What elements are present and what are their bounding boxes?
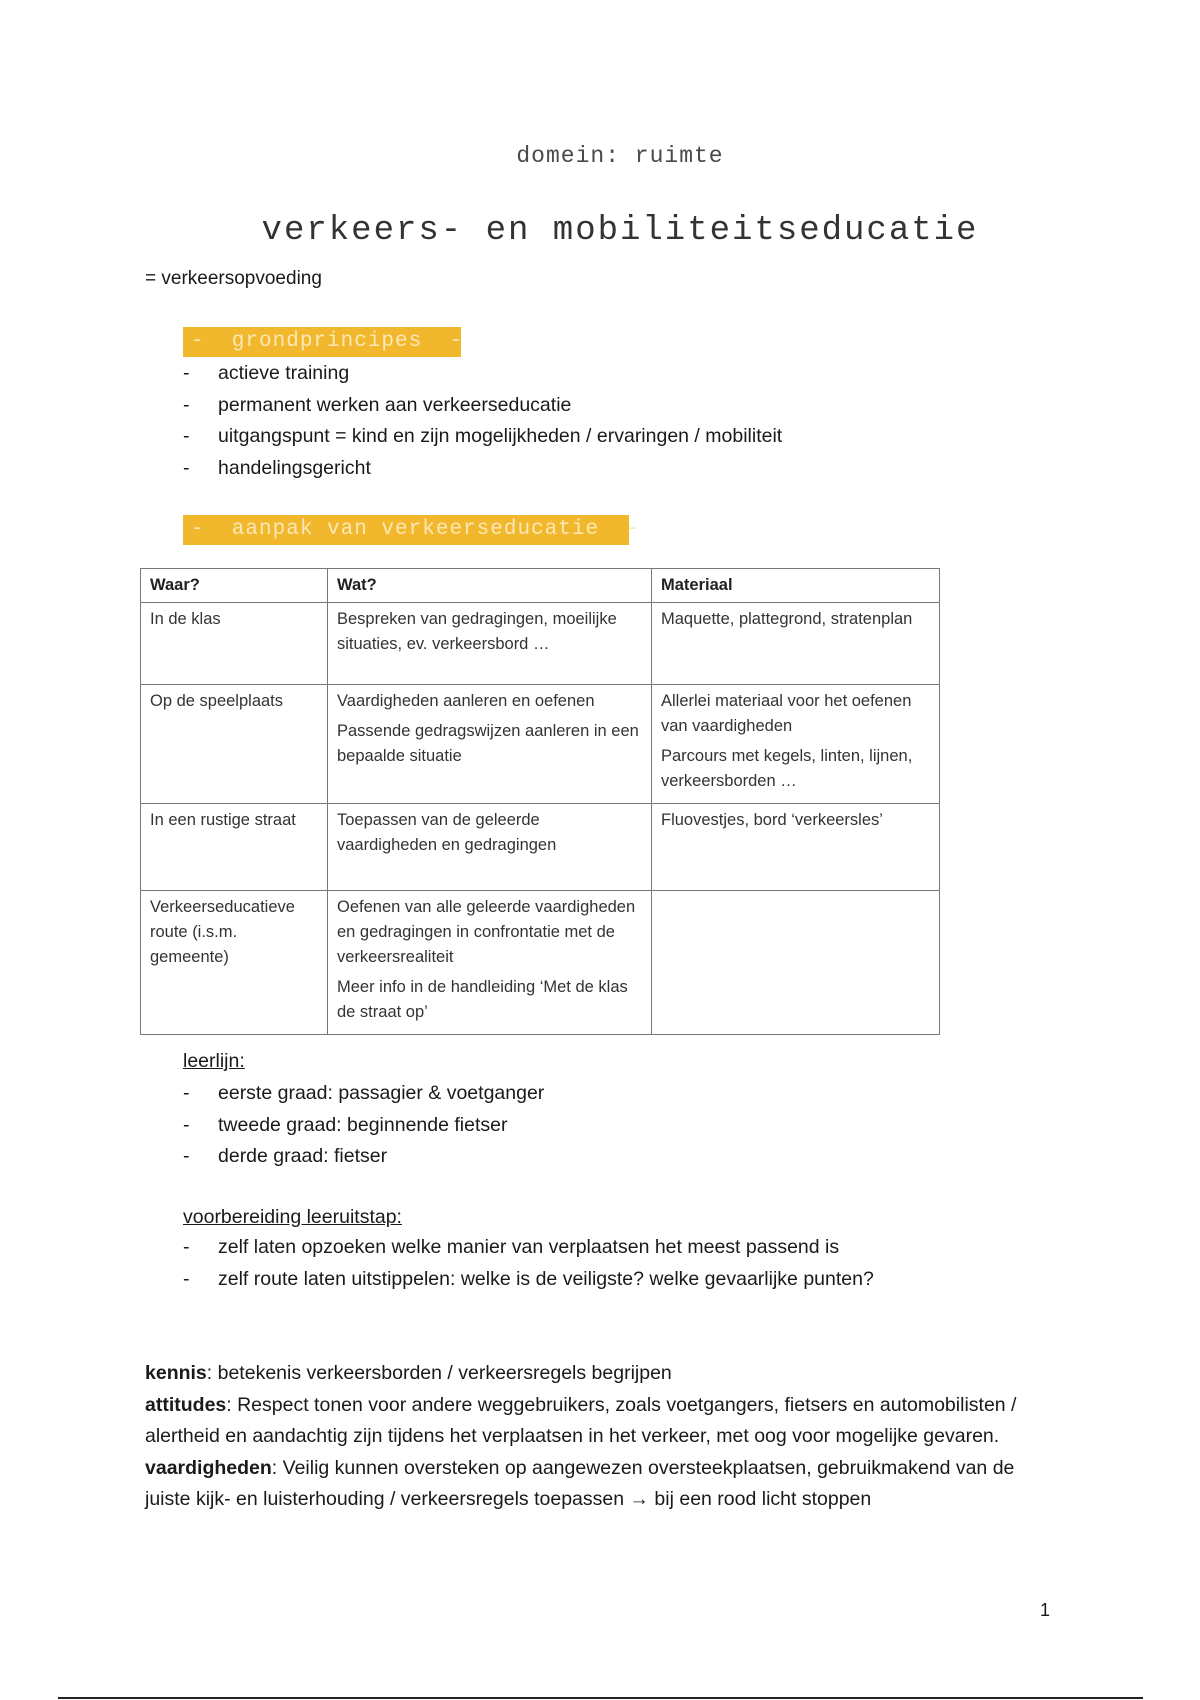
table-cell: Toepassen van de geleerde vaardigheden en gedragingen bbox=[328, 804, 652, 891]
table-cell bbox=[652, 891, 940, 1035]
voorbereiding-heading: voorbereiding leeruitstap: bbox=[183, 1206, 402, 1228]
column-header-materiaal: Materiaal bbox=[652, 569, 940, 603]
list-item: - tweede graad: beginnende fietser bbox=[183, 1113, 508, 1136]
table-cell: In een rustige straat bbox=[141, 804, 328, 891]
table-cell: Maquette, plattegrond, stratenplan bbox=[652, 603, 940, 685]
table-cell: Allerlei materiaal voor het oefenen van vaardigheden Parcours met kegels, linten, lijnen, verkeersborden … bbox=[652, 685, 940, 804]
competencies-paragraph bbox=[145, 1358, 1065, 1516]
grondprincipes-list bbox=[183, 358, 782, 484]
list-item: - zelf route laten uitstippelen: welke is de veiligste? welke gevaarlijke punten? bbox=[183, 1267, 874, 1290]
column-header-wat: Wat? bbox=[328, 569, 652, 603]
leerlijn-heading: leerlijn: bbox=[183, 1050, 245, 1072]
list-item: - eerste graad: passagier & voetganger bbox=[183, 1082, 545, 1104]
voorbereiding-list bbox=[183, 1232, 874, 1295]
subtitle: = verkeersopvoeding bbox=[145, 268, 322, 289]
table-cell: Vaardigheden aanleren en oefenen Passende gedragswijzen aanleren in een bepaalde situatie bbox=[328, 685, 652, 804]
leerlijn-list bbox=[183, 1078, 544, 1173]
list-item: - actieve training bbox=[183, 362, 350, 384]
list-item: - handelingsgericht bbox=[183, 456, 371, 479]
column-header-waar: Waar? bbox=[141, 569, 328, 603]
list-item: - zelf laten opzoeken welke manier van verplaatsen het meest passend is bbox=[183, 1236, 840, 1258]
table-cell: In de klas bbox=[141, 603, 328, 685]
table-cell: Bespreken van gedragingen, moeilijke situaties, ev. verkeersbord … bbox=[328, 603, 652, 685]
domain-label: domein: ruimte bbox=[516, 143, 724, 169]
attitudes-line: attitudes: Respect tonen voor andere weggebruikers, zoals voetgangers, fietsers en automobilisten / alertheid en aandachtig zijn tijdens het verplaatsen in het verkeer, met oog voor mogelijke gevaren. bbox=[145, 1393, 1017, 1447]
table-row bbox=[141, 685, 940, 804]
table-header-row bbox=[141, 569, 940, 603]
list-item: - permanent werken aan verkeerseducatie bbox=[183, 393, 572, 416]
kennis-line: kennis: betekenis verkeersborden / verkeersregels begrijpen bbox=[145, 1362, 672, 1384]
list-item: - uitgangspunt = kind en zijn mogelijkheden / ervaringen / mobiliteit bbox=[183, 425, 783, 447]
section-heading-aanpak: - aanpak van verkeerseducatie - bbox=[183, 515, 629, 545]
table-cell: Oefenen van alle geleerde vaardigheden en gedragingen in confrontatie met de verkeersrealiteit Meer info in de handleiding ‘Met de klas de straat op’ bbox=[328, 891, 652, 1035]
aanpak-table bbox=[140, 568, 940, 1035]
bottom-divider bbox=[58, 1697, 1143, 1699]
table-cell: Verkeerseducatieve route (i.s.m. gemeente) bbox=[141, 891, 328, 1035]
table-row bbox=[141, 891, 940, 1035]
table-row bbox=[141, 603, 940, 685]
table-cell: Op de speelplaats bbox=[141, 685, 328, 804]
section-heading-grondprincipes: - grondprincipes - bbox=[183, 327, 461, 357]
vaardigheden-line: vaardigheden: Veilig kunnen oversteken op aangewezen oversteekplaatsen, gebruikmakend van de juiste kijk- en luisterhouding / verkeersregels toepassen → bij een rood licht stoppen bbox=[145, 1456, 1015, 1510]
list-item: - derde graad: fietser bbox=[183, 1145, 388, 1167]
page-number: 1 bbox=[1040, 1600, 1051, 1620]
page-title: verkeers- en mobiliteitseducatie bbox=[261, 212, 979, 250]
table-cell: Fluovestjes, bord ‘verkeersles’ bbox=[652, 804, 940, 891]
table-row bbox=[141, 804, 940, 891]
